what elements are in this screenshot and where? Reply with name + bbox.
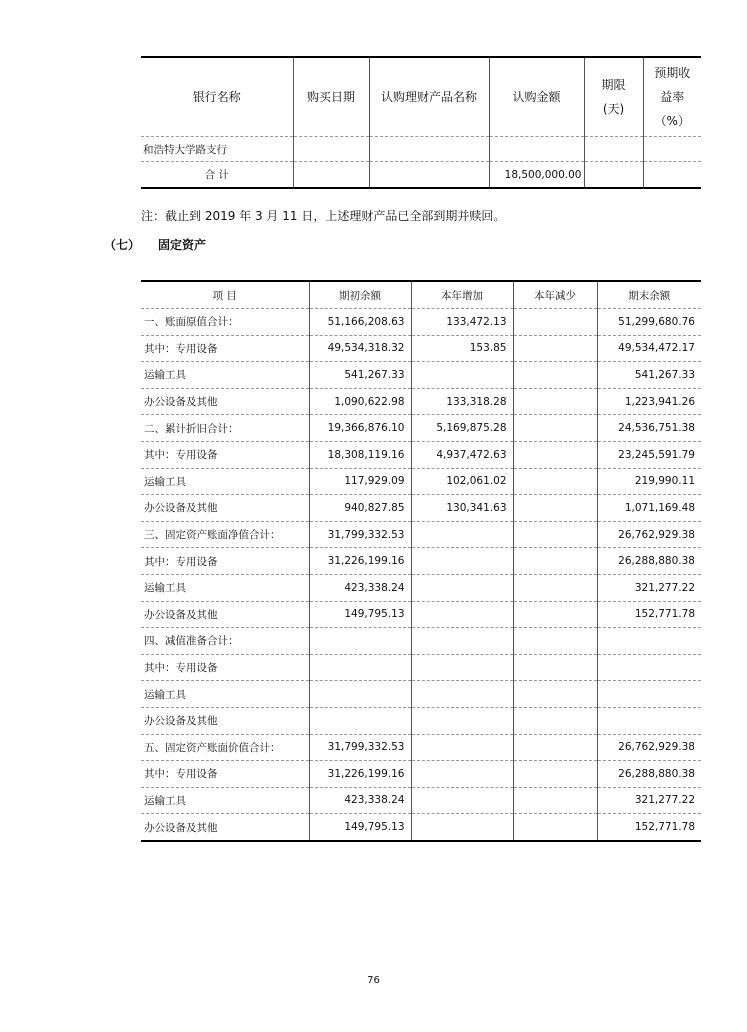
opening-balance-cell: 423,338.24 bbox=[309, 574, 411, 601]
increase-cell bbox=[411, 707, 513, 734]
row-label: 其中：专用设备 bbox=[141, 654, 309, 681]
increase-cell bbox=[411, 787, 513, 814]
decrease-cell bbox=[513, 388, 597, 415]
table-header-row bbox=[141, 281, 701, 309]
header-decrease: 本年减少 bbox=[513, 281, 597, 309]
table-row bbox=[141, 601, 701, 628]
opening-balance-cell: 51,166,208.63 bbox=[309, 309, 411, 336]
opening-balance-cell: 31,799,332.53 bbox=[309, 521, 411, 548]
decrease-cell bbox=[513, 628, 597, 655]
increase-cell bbox=[411, 362, 513, 389]
bank-name-cell: 和浩特大学路支行 bbox=[141, 137, 293, 162]
table-row bbox=[141, 388, 701, 415]
header-product-name: 认购理财产品名称 bbox=[369, 57, 489, 137]
table-row bbox=[141, 654, 701, 681]
row-label: 运输工具 bbox=[141, 681, 309, 708]
table-row bbox=[141, 137, 701, 162]
row-label: 其中：专用设备 bbox=[141, 441, 309, 468]
closing-balance-cell: 321,277.22 bbox=[597, 574, 701, 601]
row-label: 办公设备及其他 bbox=[141, 495, 309, 522]
table-row bbox=[141, 335, 701, 362]
closing-balance-cell: 26,288,880.38 bbox=[597, 548, 701, 575]
closing-balance-cell: 541,267.33 bbox=[597, 362, 701, 389]
table-header-row bbox=[141, 57, 701, 137]
opening-balance-cell bbox=[309, 681, 411, 708]
opening-balance-cell bbox=[309, 707, 411, 734]
table-row bbox=[141, 628, 701, 655]
closing-balance-cell: 51,299,680.76 bbox=[597, 309, 701, 336]
decrease-cell bbox=[513, 574, 597, 601]
row-label: 运输工具 bbox=[141, 787, 309, 814]
increase-cell bbox=[411, 761, 513, 788]
row-label: 其中：专用设备 bbox=[141, 761, 309, 788]
opening-balance-cell: 31,226,199.16 bbox=[309, 548, 411, 575]
row-label: 二、累计折旧合计： bbox=[141, 415, 309, 442]
table-row bbox=[141, 814, 701, 841]
closing-balance-cell bbox=[597, 628, 701, 655]
table-row bbox=[141, 468, 701, 495]
closing-balance-cell: 321,277.22 bbox=[597, 787, 701, 814]
table-row bbox=[141, 441, 701, 468]
closing-balance-cell bbox=[597, 681, 701, 708]
increase-cell: 133,318.28 bbox=[411, 388, 513, 415]
total-row bbox=[141, 162, 701, 189]
table-cell bbox=[293, 137, 369, 162]
decrease-cell bbox=[513, 441, 597, 468]
table-cell bbox=[369, 137, 489, 162]
increase-cell bbox=[411, 521, 513, 548]
section-heading bbox=[104, 236, 206, 253]
table-row bbox=[141, 495, 701, 522]
decrease-cell bbox=[513, 654, 597, 681]
closing-balance-cell: 26,762,929.38 bbox=[597, 521, 701, 548]
table-row bbox=[141, 734, 701, 761]
increase-cell: 133,472.13 bbox=[411, 309, 513, 336]
header-bank-name: 银行名称 bbox=[141, 57, 293, 137]
page-number: 76 bbox=[367, 975, 380, 986]
decrease-cell bbox=[513, 309, 597, 336]
opening-balance-cell: 149,795.13 bbox=[309, 601, 411, 628]
table-cell bbox=[489, 137, 584, 162]
closing-balance-cell: 26,288,880.38 bbox=[597, 761, 701, 788]
closing-balance-cell: 219,990.11 bbox=[597, 468, 701, 495]
opening-balance-cell bbox=[309, 654, 411, 681]
table-row bbox=[141, 787, 701, 814]
total-label: 合 计 bbox=[141, 162, 293, 189]
opening-balance-cell: 49,534,318.32 bbox=[309, 335, 411, 362]
header-opening-balance: 期初余额 bbox=[309, 281, 411, 309]
decrease-cell bbox=[513, 468, 597, 495]
section-title: 固定资产 bbox=[158, 238, 207, 252]
opening-balance-cell bbox=[309, 628, 411, 655]
increase-cell: 4,937,472.63 bbox=[411, 441, 513, 468]
closing-balance-cell: 49,534,472.17 bbox=[597, 335, 701, 362]
row-label: 运输工具 bbox=[141, 574, 309, 601]
decrease-cell bbox=[513, 681, 597, 708]
closing-balance-cell: 152,771.78 bbox=[597, 814, 701, 841]
table-cell bbox=[643, 137, 701, 162]
header-closing-balance: 期末余额 bbox=[597, 281, 701, 309]
table-cell bbox=[584, 162, 643, 189]
increase-cell bbox=[411, 548, 513, 575]
increase-cell bbox=[411, 574, 513, 601]
opening-balance-cell: 1,090,622.98 bbox=[309, 388, 411, 415]
financial-products-table bbox=[141, 56, 701, 189]
decrease-cell bbox=[513, 734, 597, 761]
header-purchase-date: 购买日期 bbox=[293, 57, 369, 137]
row-label: 办公设备及其他 bbox=[141, 601, 309, 628]
header-term-line2: (天) bbox=[602, 102, 625, 116]
header-term bbox=[584, 57, 643, 137]
opening-balance-cell: 19,366,876.10 bbox=[309, 415, 411, 442]
closing-balance-cell: 152,771.78 bbox=[597, 601, 701, 628]
table-row bbox=[141, 761, 701, 788]
decrease-cell bbox=[513, 787, 597, 814]
decrease-cell bbox=[513, 521, 597, 548]
closing-balance-cell: 23,245,591.79 bbox=[597, 441, 701, 468]
opening-balance-cell: 18,308,119.16 bbox=[309, 441, 411, 468]
increase-cell bbox=[411, 601, 513, 628]
opening-balance-cell: 31,226,199.16 bbox=[309, 761, 411, 788]
header-yield bbox=[643, 57, 701, 137]
closing-balance-cell: 1,071,169.48 bbox=[597, 495, 701, 522]
table-row bbox=[141, 707, 701, 734]
header-item: 项 目 bbox=[141, 281, 309, 309]
note-text: 注：截止到 2019 年 3 月 11 日，上述理财产品已全部到期并赎回。 bbox=[141, 209, 506, 223]
increase-cell bbox=[411, 654, 513, 681]
table-cell bbox=[293, 162, 369, 189]
header-yield-line3: （%） bbox=[654, 114, 690, 128]
table-row bbox=[141, 362, 701, 389]
closing-balance-cell bbox=[597, 707, 701, 734]
increase-cell: 153.85 bbox=[411, 335, 513, 362]
row-label: 五、固定资产账面价值合计： bbox=[141, 734, 309, 761]
decrease-cell bbox=[513, 548, 597, 575]
row-label: 其中：专用设备 bbox=[141, 335, 309, 362]
header-term-line1: 期限 bbox=[601, 78, 626, 92]
row-label: 三、固定资产账面净值合计： bbox=[141, 521, 309, 548]
decrease-cell bbox=[513, 707, 597, 734]
row-label: 办公设备及其他 bbox=[141, 814, 309, 841]
opening-balance-cell: 31,799,332.53 bbox=[309, 734, 411, 761]
increase-cell: 5,169,875.28 bbox=[411, 415, 513, 442]
decrease-cell bbox=[513, 601, 597, 628]
header-increase: 本年增加 bbox=[411, 281, 513, 309]
header-amount: 认购金额 bbox=[489, 57, 584, 137]
opening-balance-cell: 541,267.33 bbox=[309, 362, 411, 389]
header-yield-line2: 益率 bbox=[660, 90, 685, 104]
closing-balance-cell bbox=[597, 654, 701, 681]
table-cell bbox=[643, 162, 701, 189]
closing-balance-cell: 24,536,751.38 bbox=[597, 415, 701, 442]
decrease-cell bbox=[513, 362, 597, 389]
row-label: 其中：专用设备 bbox=[141, 548, 309, 575]
decrease-cell bbox=[513, 495, 597, 522]
total-amount: 18,500,000.00 bbox=[489, 162, 584, 189]
increase-cell: 102,061.02 bbox=[411, 468, 513, 495]
table-row bbox=[141, 574, 701, 601]
row-label: 四、减值准备合计： bbox=[141, 628, 309, 655]
table-row bbox=[141, 681, 701, 708]
opening-balance-cell: 149,795.13 bbox=[309, 814, 411, 841]
row-label: 一、账面原值合计： bbox=[141, 309, 309, 336]
table-cell bbox=[584, 137, 643, 162]
opening-balance-cell: 117,929.09 bbox=[309, 468, 411, 495]
closing-balance-cell: 1,223,941.26 bbox=[597, 388, 701, 415]
header-yield-line1: 预期收 bbox=[654, 66, 691, 80]
opening-balance-cell: 423,338.24 bbox=[309, 787, 411, 814]
row-label: 运输工具 bbox=[141, 362, 309, 389]
row-label: 运输工具 bbox=[141, 468, 309, 495]
table-cell bbox=[369, 162, 489, 189]
opening-balance-cell: 940,827.85 bbox=[309, 495, 411, 522]
increase-cell bbox=[411, 681, 513, 708]
decrease-cell bbox=[513, 761, 597, 788]
decrease-cell bbox=[513, 335, 597, 362]
table-row bbox=[141, 309, 701, 336]
closing-balance-cell: 26,762,929.38 bbox=[597, 734, 701, 761]
table-row bbox=[141, 548, 701, 575]
decrease-cell bbox=[513, 814, 597, 841]
table-row bbox=[141, 415, 701, 442]
section-number: （七） bbox=[104, 238, 141, 252]
row-label: 办公设备及其他 bbox=[141, 388, 309, 415]
increase-cell: 130,341.63 bbox=[411, 495, 513, 522]
row-label: 办公设备及其他 bbox=[141, 707, 309, 734]
fixed-assets-table bbox=[141, 280, 701, 842]
table-row bbox=[141, 521, 701, 548]
increase-cell bbox=[411, 628, 513, 655]
decrease-cell bbox=[513, 415, 597, 442]
increase-cell bbox=[411, 814, 513, 841]
increase-cell bbox=[411, 734, 513, 761]
